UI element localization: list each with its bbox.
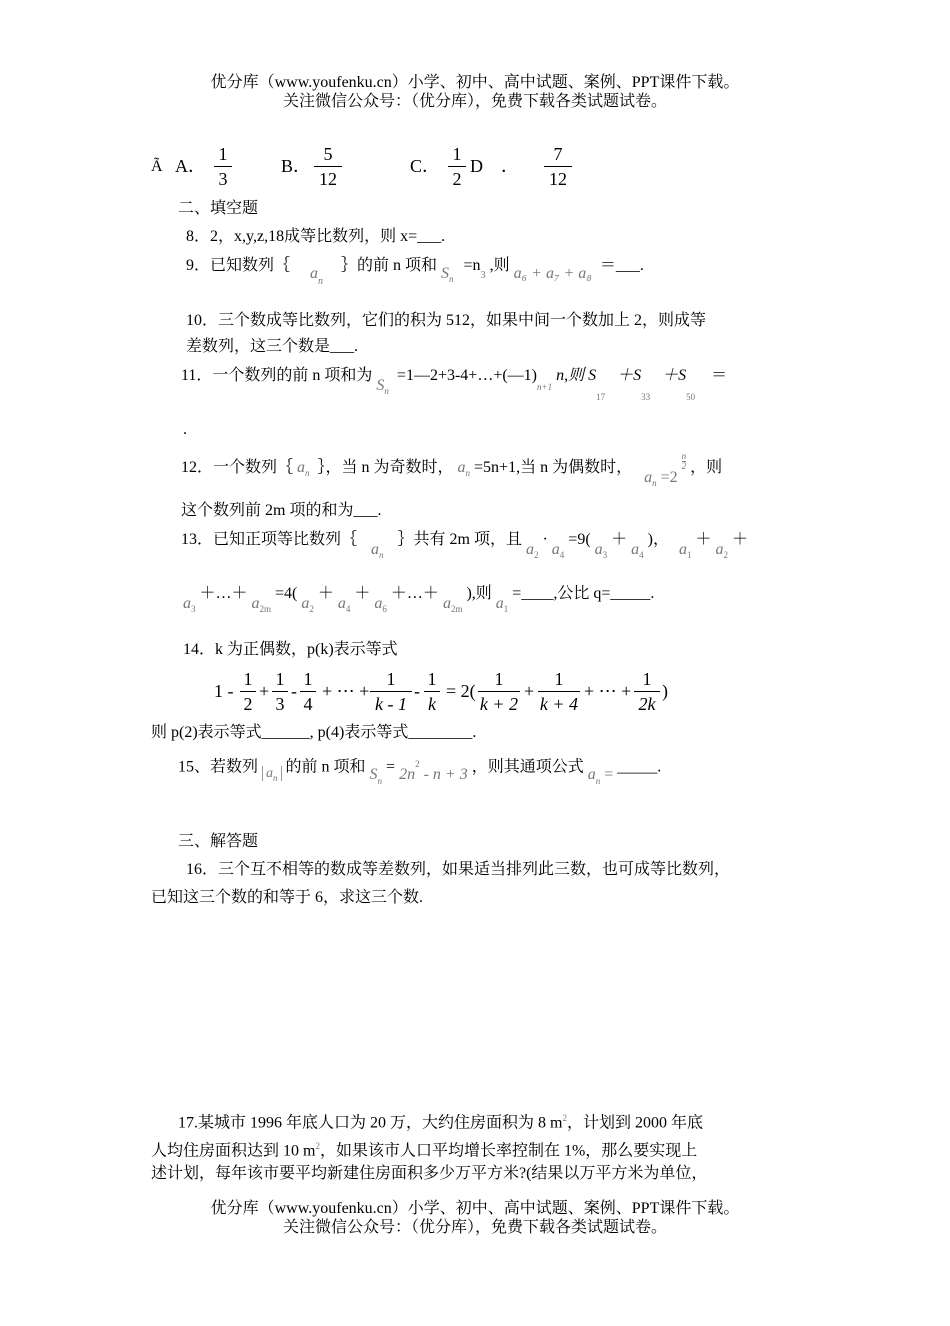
q13-plus3: ＋ (732, 531, 749, 548)
q11-pow: n+1 (537, 382, 553, 393)
q9-sn-sub: n (449, 274, 454, 285)
q13-b2: a (301, 595, 310, 612)
q14-f6-den: k + 2 (479, 694, 519, 714)
q14-f3-num: 1 (303, 669, 313, 689)
q9-sn: S (441, 265, 450, 282)
q14-frac-6 (478, 668, 520, 715)
q14-plus-1: + (259, 681, 270, 701)
q14-formula-left: 1 - (214, 681, 234, 701)
q9-sum: a₆ + a₇ + a₈ (513, 265, 592, 282)
q12-an3-sub: n (652, 478, 657, 489)
q13-post: =____,公比 q=_____. (512, 585, 655, 602)
choice-a-label: A． (175, 156, 206, 176)
question-13-line-2 (183, 584, 655, 615)
q11-post: n,则 S (556, 367, 597, 384)
q12-pow-den: 2 (681, 461, 687, 471)
q13-dots: ＋…＋ (390, 585, 439, 602)
choice-c-label: C． (410, 156, 441, 176)
question-17-line-2 (151, 1136, 697, 1161)
question-8: 8．2，x,y,z,18成等比数列，则 x=___. (186, 228, 446, 245)
q14-minus-1: - (291, 681, 297, 701)
q14-frac-7 (538, 668, 580, 715)
question-9 (186, 256, 644, 288)
q13-line2-mid: ＋…＋ (199, 585, 248, 602)
q15-expr: 2n (399, 766, 416, 784)
q15-mid: 的前 n 项和 (285, 758, 366, 776)
question-14-title: 14．k 为正偶数，p(k)表示等式 (183, 641, 398, 658)
q17-line1-sup: 2 (562, 1113, 567, 1123)
q15-post: ，则其通项公式 (471, 758, 584, 776)
header-line-2: 关注微信公众号：（优分库），免费下载各类试题试卷。 (282, 93, 667, 110)
q14-f5-num: 1 (427, 669, 437, 689)
choice-d-label: D ． (470, 156, 519, 176)
footer-line-2: 关注微信公众号：（优分库），免费下载各类试题试卷。 (282, 1219, 667, 1236)
q9-then: ,则 (489, 257, 510, 274)
q13-b-plus2: ＋ (354, 585, 371, 602)
q13-r1-sub: 1 (503, 604, 509, 615)
q9-an-sub: n (318, 276, 324, 288)
q14-minus-2: - (414, 681, 420, 701)
q13-b2m-sub: 2m (450, 604, 463, 615)
q15-sn-sub: n (377, 775, 383, 786)
q13-plus: ＋ (611, 531, 628, 548)
q12-an3: a (644, 469, 653, 486)
choice-b-fraction (314, 143, 342, 190)
question-13-line-1 (181, 530, 749, 561)
q14-eq: = 2( (446, 681, 476, 701)
q9-post: ＝___. (599, 257, 644, 274)
q11-s50: 50 (686, 392, 696, 403)
q12-an2: a (457, 459, 466, 476)
q14-f8-den: 2k (638, 694, 656, 714)
q13-b2m: a (442, 595, 451, 612)
q15-sn: S (369, 766, 378, 784)
question-14-result: 则 p(2)表示等式______, p(4)表示等式________. (151, 724, 477, 741)
q13-line2-a3: a (183, 595, 191, 612)
q14-f4-den: k - 1 (375, 694, 407, 714)
q15-an: a (266, 766, 274, 782)
q12-an: a (297, 459, 306, 476)
q13-b6: a (374, 595, 383, 612)
q11-plus1: ＋S (617, 367, 642, 384)
q14-f1-den: 2 (243, 694, 253, 714)
q15-eq: = (386, 758, 396, 776)
q9-eq: =n (463, 257, 481, 274)
q13-b6-sub: 6 (382, 604, 387, 615)
q11-sn-sub: n (384, 386, 389, 397)
question-12 (181, 451, 723, 489)
q12-pow-fraction (682, 452, 687, 471)
q15-an2-sub: n (595, 775, 601, 786)
q13-eq9: =9( (568, 531, 591, 548)
q13-dot: · (542, 531, 548, 548)
q15-rest: - n + 3 (423, 766, 468, 784)
q9-an: a (310, 265, 319, 282)
q13-a4b: a (631, 541, 640, 558)
q13-a2-sub: 2 (533, 550, 539, 561)
q14-frac-4 (370, 668, 412, 715)
q13-eq4: =4( (275, 585, 298, 602)
q15-pre: 15、若数列 (178, 758, 259, 776)
q14-frac-8 (634, 668, 660, 715)
q14-f4-num: 1 (386, 669, 396, 689)
q15-an-brace (262, 766, 282, 784)
q12-pre: 12．一个数列｛ (181, 459, 294, 476)
q13-r1: a (495, 595, 504, 612)
q12-odd: =5n+1,当 n 为偶数时， (474, 459, 633, 476)
choice-d-num: 7 (553, 144, 563, 164)
question-16-line-2: 已知这三个数的和等于 6，求这三个数. (151, 889, 424, 906)
q17-line2-b: ，如果该市人口平均增长率控制在 1%，那么要实现上 (319, 1142, 698, 1160)
q12-mid: ｝，当 n 为奇数时， (317, 459, 454, 476)
q13-a3: a (594, 541, 603, 558)
q13-an-sub: n (379, 550, 384, 561)
choice-b-den: 12 (319, 169, 337, 189)
q14-f6-num: 1 (494, 669, 504, 689)
q12-an-sub: n (305, 468, 310, 479)
q13-b4-sub: 4 (345, 604, 351, 615)
q13-then: ),则 (466, 585, 492, 602)
q14-frac-3 (300, 668, 316, 715)
footer-line-1: 优分库（www.youfenku.cn）小学、初中、高中试题、案例、PPT课件下载。 (210, 1200, 740, 1217)
question-11 (181, 366, 728, 403)
q13-b4: a (337, 595, 346, 612)
q14-plus-2: + (524, 681, 535, 701)
q11-s33: 33 (641, 392, 651, 403)
choice-c-num: 1 (452, 144, 462, 164)
q14-frac-5 (424, 668, 440, 715)
choice-b-num: 5 (323, 144, 333, 164)
q11-eq: ＝ (711, 367, 728, 384)
q9-mid: ｝的前 n 项和 (341, 257, 438, 274)
q14-f2-den: 3 (275, 694, 285, 714)
q13-a4b-sub: 4 (639, 550, 644, 561)
q11-pre: 11．一个数列的前 n 项和为 (181, 367, 373, 384)
q13-a3-sub: 3 (602, 550, 608, 561)
question-15 (178, 752, 662, 786)
header-line-1: 优分库（www.youfenku.cn）小学、初中、高中试题、案例、PPT课件下载。 (210, 74, 740, 91)
q13-an: a (371, 541, 380, 558)
q15-blank: _____. (617, 758, 662, 776)
q13-line2-a3-sub: 3 (191, 604, 196, 615)
q12-post: ，则 (690, 459, 723, 476)
q14-f2-num: 1 (275, 669, 285, 689)
q11-sn: S (376, 377, 385, 394)
q13-pre: 13．已知正项等比数列｛ (181, 531, 358, 548)
q14-frac-1 (240, 668, 256, 715)
section-3-title: 三、解答题 (178, 833, 259, 850)
q9-pow: 3 (480, 270, 486, 282)
q13-a2: a (525, 541, 534, 558)
q17-line2-sup: 2 (315, 1141, 320, 1151)
q14-close: ) (662, 681, 668, 701)
q11-plus2: ＋S (662, 367, 687, 384)
q13-a1-sub: 1 (687, 550, 692, 561)
q17-line1-b: ，计划到 2000 年底 (566, 1114, 703, 1132)
q11-body: =1—2+3-4+…+(—1) (396, 367, 537, 384)
q13-close: )， (647, 531, 670, 548)
q17-line2-a: 人均住房面积达到 10 m (151, 1142, 316, 1160)
choice-d-fraction (544, 143, 572, 190)
question-10-line-1: 10．三个数成等比数列，它们的积为 512，如果中间一个数加上 2，则成等 (186, 312, 707, 329)
q13-a2m-sub: 2m (259, 604, 272, 615)
q9-pre: 9．已知数列｛ (186, 257, 291, 274)
question-12-line-2: 这个数列前 2m 项的和为___. (181, 502, 382, 519)
q12-even: =2 (660, 469, 678, 486)
q14-dots-1: + ⋯ + (322, 681, 370, 701)
q13-a2b-sub: 2 (723, 550, 729, 561)
q14-f8-num: 1 (642, 669, 652, 689)
q14-f5-den: k (428, 694, 436, 714)
choice-a-den: 3 (218, 169, 228, 189)
question-10-line-2: 差数列，这三个数是___. (186, 338, 359, 355)
q13-a2m: a (251, 595, 260, 612)
q13-b2-sub: 2 (309, 604, 314, 615)
q11-s17: 17 (596, 392, 606, 403)
choice-a-num: 1 (218, 144, 228, 164)
choice-c-den: 2 (452, 169, 462, 189)
choice-b-label: B． (281, 156, 312, 176)
choice-mark: Ã (151, 158, 163, 175)
q14-frac-2 (272, 668, 288, 715)
question-17-line-1 (178, 1108, 703, 1133)
q13-a1: a (679, 541, 688, 558)
q13-a4: a (551, 541, 560, 558)
q12-an2-sub: n (465, 468, 471, 479)
q13-mid: ｝共有 2m 项，且 (397, 531, 522, 548)
q14-f1-num: 1 (243, 669, 253, 689)
q15-eq2: = (604, 766, 614, 784)
q15-pow: 2 (415, 759, 420, 769)
q14-f7-den: k + 4 (539, 694, 579, 714)
q14-dots-2: + ⋯ + (584, 681, 632, 701)
choice-d-den: 12 (549, 169, 567, 189)
section-2-title: 二、填空题 (178, 200, 259, 217)
q14-f3-den: 4 (303, 694, 313, 714)
q13-b-plus1: ＋ (317, 585, 334, 602)
q13-a4-sub: 4 (559, 550, 565, 561)
q14-f7-num: 1 (554, 669, 564, 689)
q17-line1-a: 17.某城市 1996 年底人口为 20 万，大约住房面积为 8 m (178, 1114, 563, 1132)
q13-a2b: a (715, 541, 724, 558)
q15-an-sub: n (273, 773, 278, 784)
choice-c-fraction (448, 143, 466, 190)
q13-plus2: ＋ (695, 531, 712, 548)
choice-a-fraction (214, 143, 232, 190)
question-11-dot: . (183, 421, 187, 438)
q15-an2: a (587, 766, 596, 784)
q12-pow-num: n (681, 451, 687, 461)
question-17-line-3: 述计划，每年该市要平均新建住房面积多少万平方米?(结果以万平方米为单位， (151, 1165, 708, 1182)
question-16-line-1: 16．三个互不相等的数成等差数列，如果适当排列此三数，也可成等比数列， (186, 861, 731, 878)
